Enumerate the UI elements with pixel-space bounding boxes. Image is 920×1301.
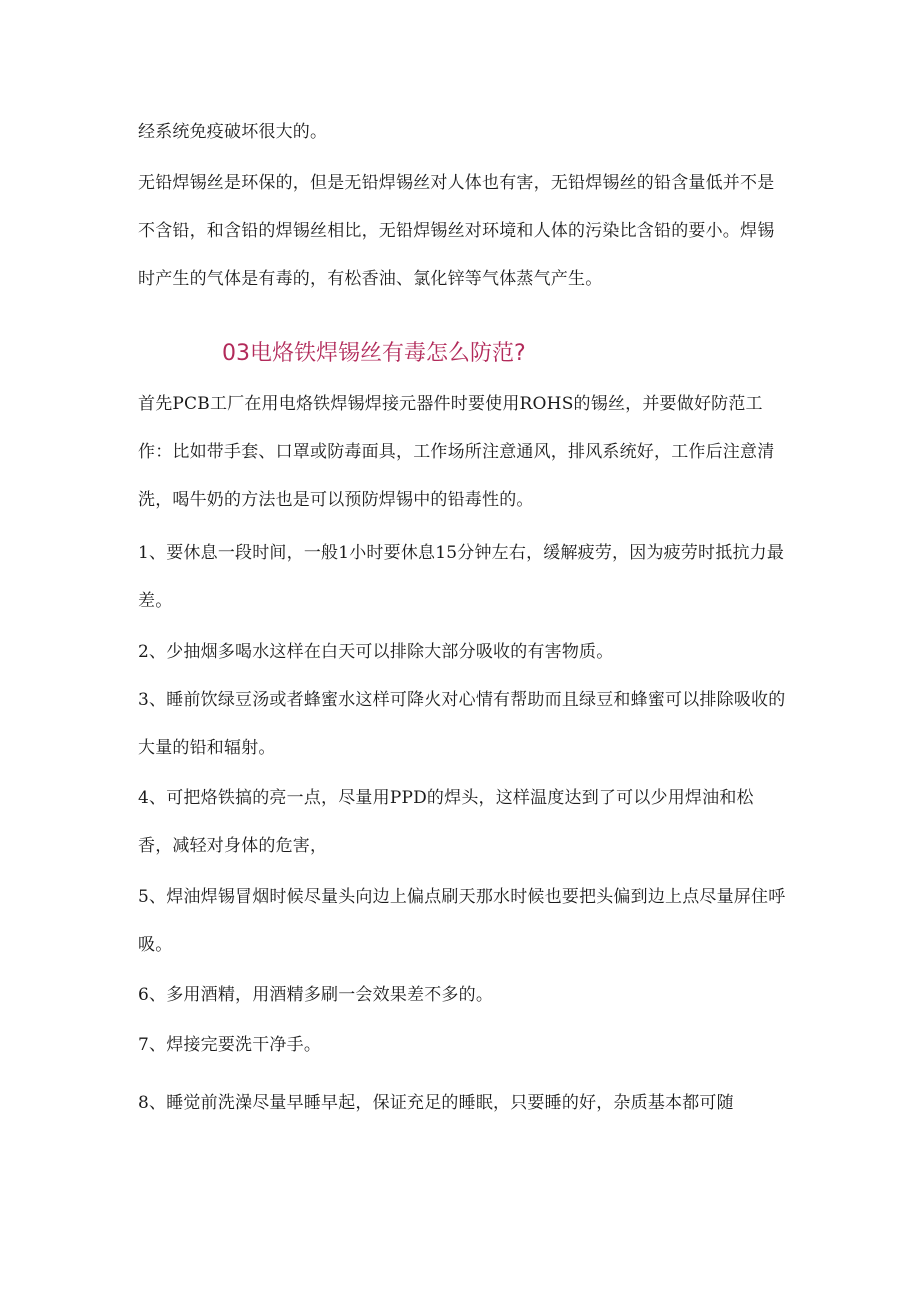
list-item: 7、焊接完要洗干净手。	[138, 1035, 322, 1055]
list-item: 8、睡觉前洗澡尽量早睡早起，保证充足的睡眠，只要睡的好，杂质基本都可随	[138, 1093, 734, 1113]
section-heading: 03电烙铁焊锡丝有毒怎么防范?	[222, 341, 526, 366]
list-item: 3、睡前饮绿豆汤或者蜂蜜水这样可降火对心情有帮助而且绿豆和蜂蜜可以排除吸收的大量的铅和辐射。	[138, 690, 786, 758]
paragraph: 经系统免疫破坏很大的。	[138, 122, 328, 142]
paragraph: 首先PCB工厂在用电烙铁焊锡焊接元器件时要使用ROHS的锡丝，并要做好防范工作：比如带手套、口罩或防毒面具，工作场所注意通风，排风系统好，工作后注意清洗，喝牛奶的方法也是可以预防焊锡中的铅毒性的。	[138, 394, 775, 510]
paragraph: 无铅焊锡丝是环保的，但是无铅焊锡丝对人体也有害，无铅焊锡丝的铅含量低并不是不含铅，和含铅的焊锡丝相比，无铅焊锡丝对环境和人体的污染比含铅的要小。焊锡时产生的气体是有毒的，有松香油、氯化锌等气体蒸气产生。	[138, 173, 775, 289]
list-item: 2、少抽烟多喝水这样在白天可以排除大部分吸收的有害物质。	[138, 642, 614, 662]
list-item: 1、要休息一段时间，一般1小时要休息15分钟左右，缓解疲劳，因为疲劳时抵抗力最差。	[138, 543, 785, 611]
list-item: 5、焊油焊锡冒烟时候尽量头向边上偏点刷天那水时候也要把头偏到边上点尽量屏住呼吸。	[138, 887, 786, 955]
list-item: 4、可把烙铁搞的亮一点，尽量用PPD的焊头，这样温度达到了可以少用焊油和松香，减轻对身体的危害，	[138, 788, 754, 856]
list-item: 6、多用酒精，用酒精多刷一会效果差不多的。	[138, 985, 494, 1005]
